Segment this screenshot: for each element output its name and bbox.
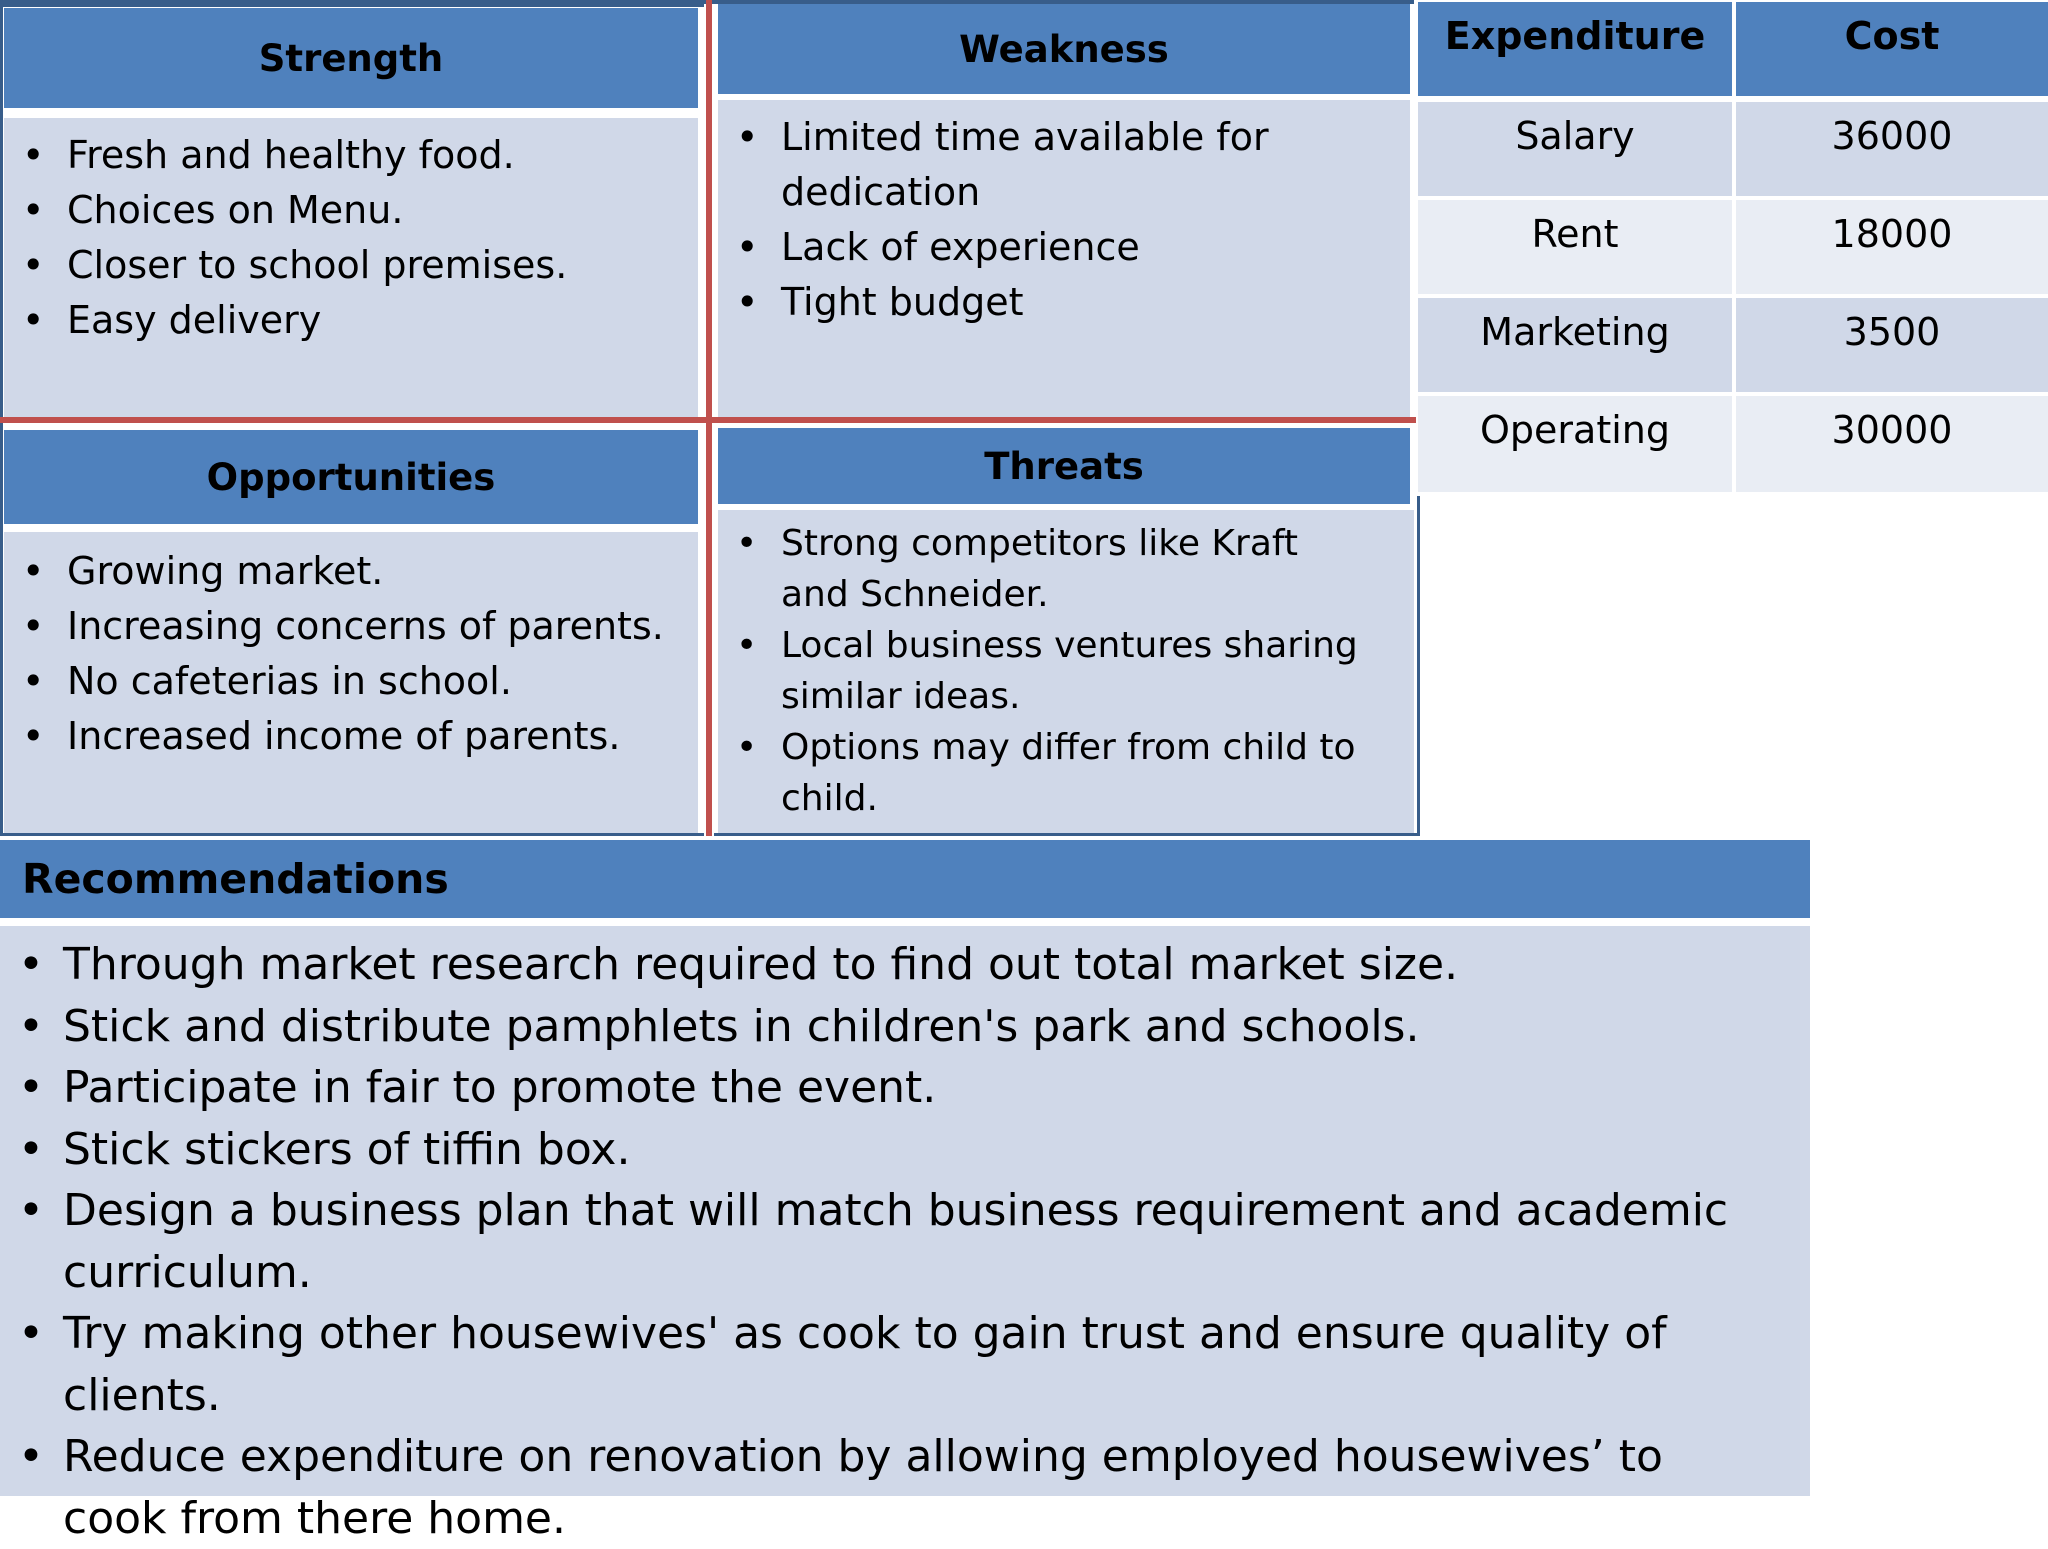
opportunities-list xyxy=(4,544,698,764)
opportunities-panel xyxy=(0,424,702,836)
recommendations-body xyxy=(0,926,1810,1544)
table-cell-label: Marketing xyxy=(1418,298,1732,392)
list-item: • Options may differ from child to child. xyxy=(718,722,1374,824)
opportunities-title: Opportunities xyxy=(4,430,698,524)
list-item: • Participate in fair to promote the event. xyxy=(0,1057,1770,1119)
list-item: • Reduce expenditure on renovation by allowing employed housewives’ to cook from there home. xyxy=(0,1426,1770,1549)
table-cell-label: Salary xyxy=(1418,102,1732,196)
table-header-cost: Cost xyxy=(1736,2,2048,96)
weakness-title: Weakness xyxy=(718,4,1410,94)
table-cell-label: Operating xyxy=(1418,396,1732,492)
weakness-body xyxy=(718,100,1410,418)
table-cell-value: 3500 xyxy=(1736,298,2048,392)
list-item: • Local business ventures sharing similar ideas. xyxy=(718,620,1374,722)
list-item: • Design a business plan that will match business requirement and academic curriculum. xyxy=(0,1180,1770,1303)
table-cell-value: 36000 xyxy=(1736,102,2048,196)
list-item: • Fresh and healthy food. xyxy=(4,128,698,183)
threats-list xyxy=(718,518,1374,824)
weakness-panel xyxy=(714,0,1414,420)
strength-body xyxy=(4,118,698,418)
list-item: • Stick stickers of tiffin box. xyxy=(0,1119,1770,1181)
list-item: • Through market research required to find out total market size. xyxy=(0,934,1770,996)
threats-body xyxy=(718,510,1414,834)
list-item: • No cafeterias in school. xyxy=(4,654,698,709)
list-item: • Closer to school premises. xyxy=(4,238,698,293)
list-item: • Lack of experience xyxy=(718,220,1370,275)
table-cell-value: 30000 xyxy=(1736,396,2048,492)
table-cell-label: Rent xyxy=(1418,200,1732,294)
table-header-expenditure: Expenditure xyxy=(1418,2,1732,96)
opportunities-body xyxy=(4,532,698,834)
list-item: • Stick and distribute pamphlets in children's park and schools. xyxy=(0,996,1770,1058)
strength-list xyxy=(4,128,698,348)
strength-panel xyxy=(0,0,702,420)
recommendations-list xyxy=(0,934,1770,1549)
recommendations-panel xyxy=(0,840,1810,1544)
weakness-list xyxy=(718,110,1370,330)
threats-title: Threats xyxy=(718,428,1410,504)
list-item: • Tight budget xyxy=(718,275,1370,330)
table-cell-value: 18000 xyxy=(1736,200,2048,294)
strength-title: Strength xyxy=(4,8,698,108)
list-item: • Increased income of parents. xyxy=(4,709,698,764)
list-item: • Easy delivery xyxy=(4,293,698,348)
horizontal-divider xyxy=(0,417,1416,423)
list-item: • Increasing concerns of parents. xyxy=(4,599,698,654)
list-item: • Limited time available for dedication xyxy=(718,110,1370,220)
list-item: • Strong competitors like Kraft and Schneider. xyxy=(718,518,1374,620)
list-item: • Choices on Menu. xyxy=(4,183,698,238)
list-item: • Growing market. xyxy=(4,544,698,599)
list-item: • Try making other housewives' as cook to gain trust and ensure quality of clients. xyxy=(0,1303,1770,1426)
threats-panel xyxy=(714,424,1418,836)
recommendations-title: Recommendations xyxy=(0,840,1810,918)
